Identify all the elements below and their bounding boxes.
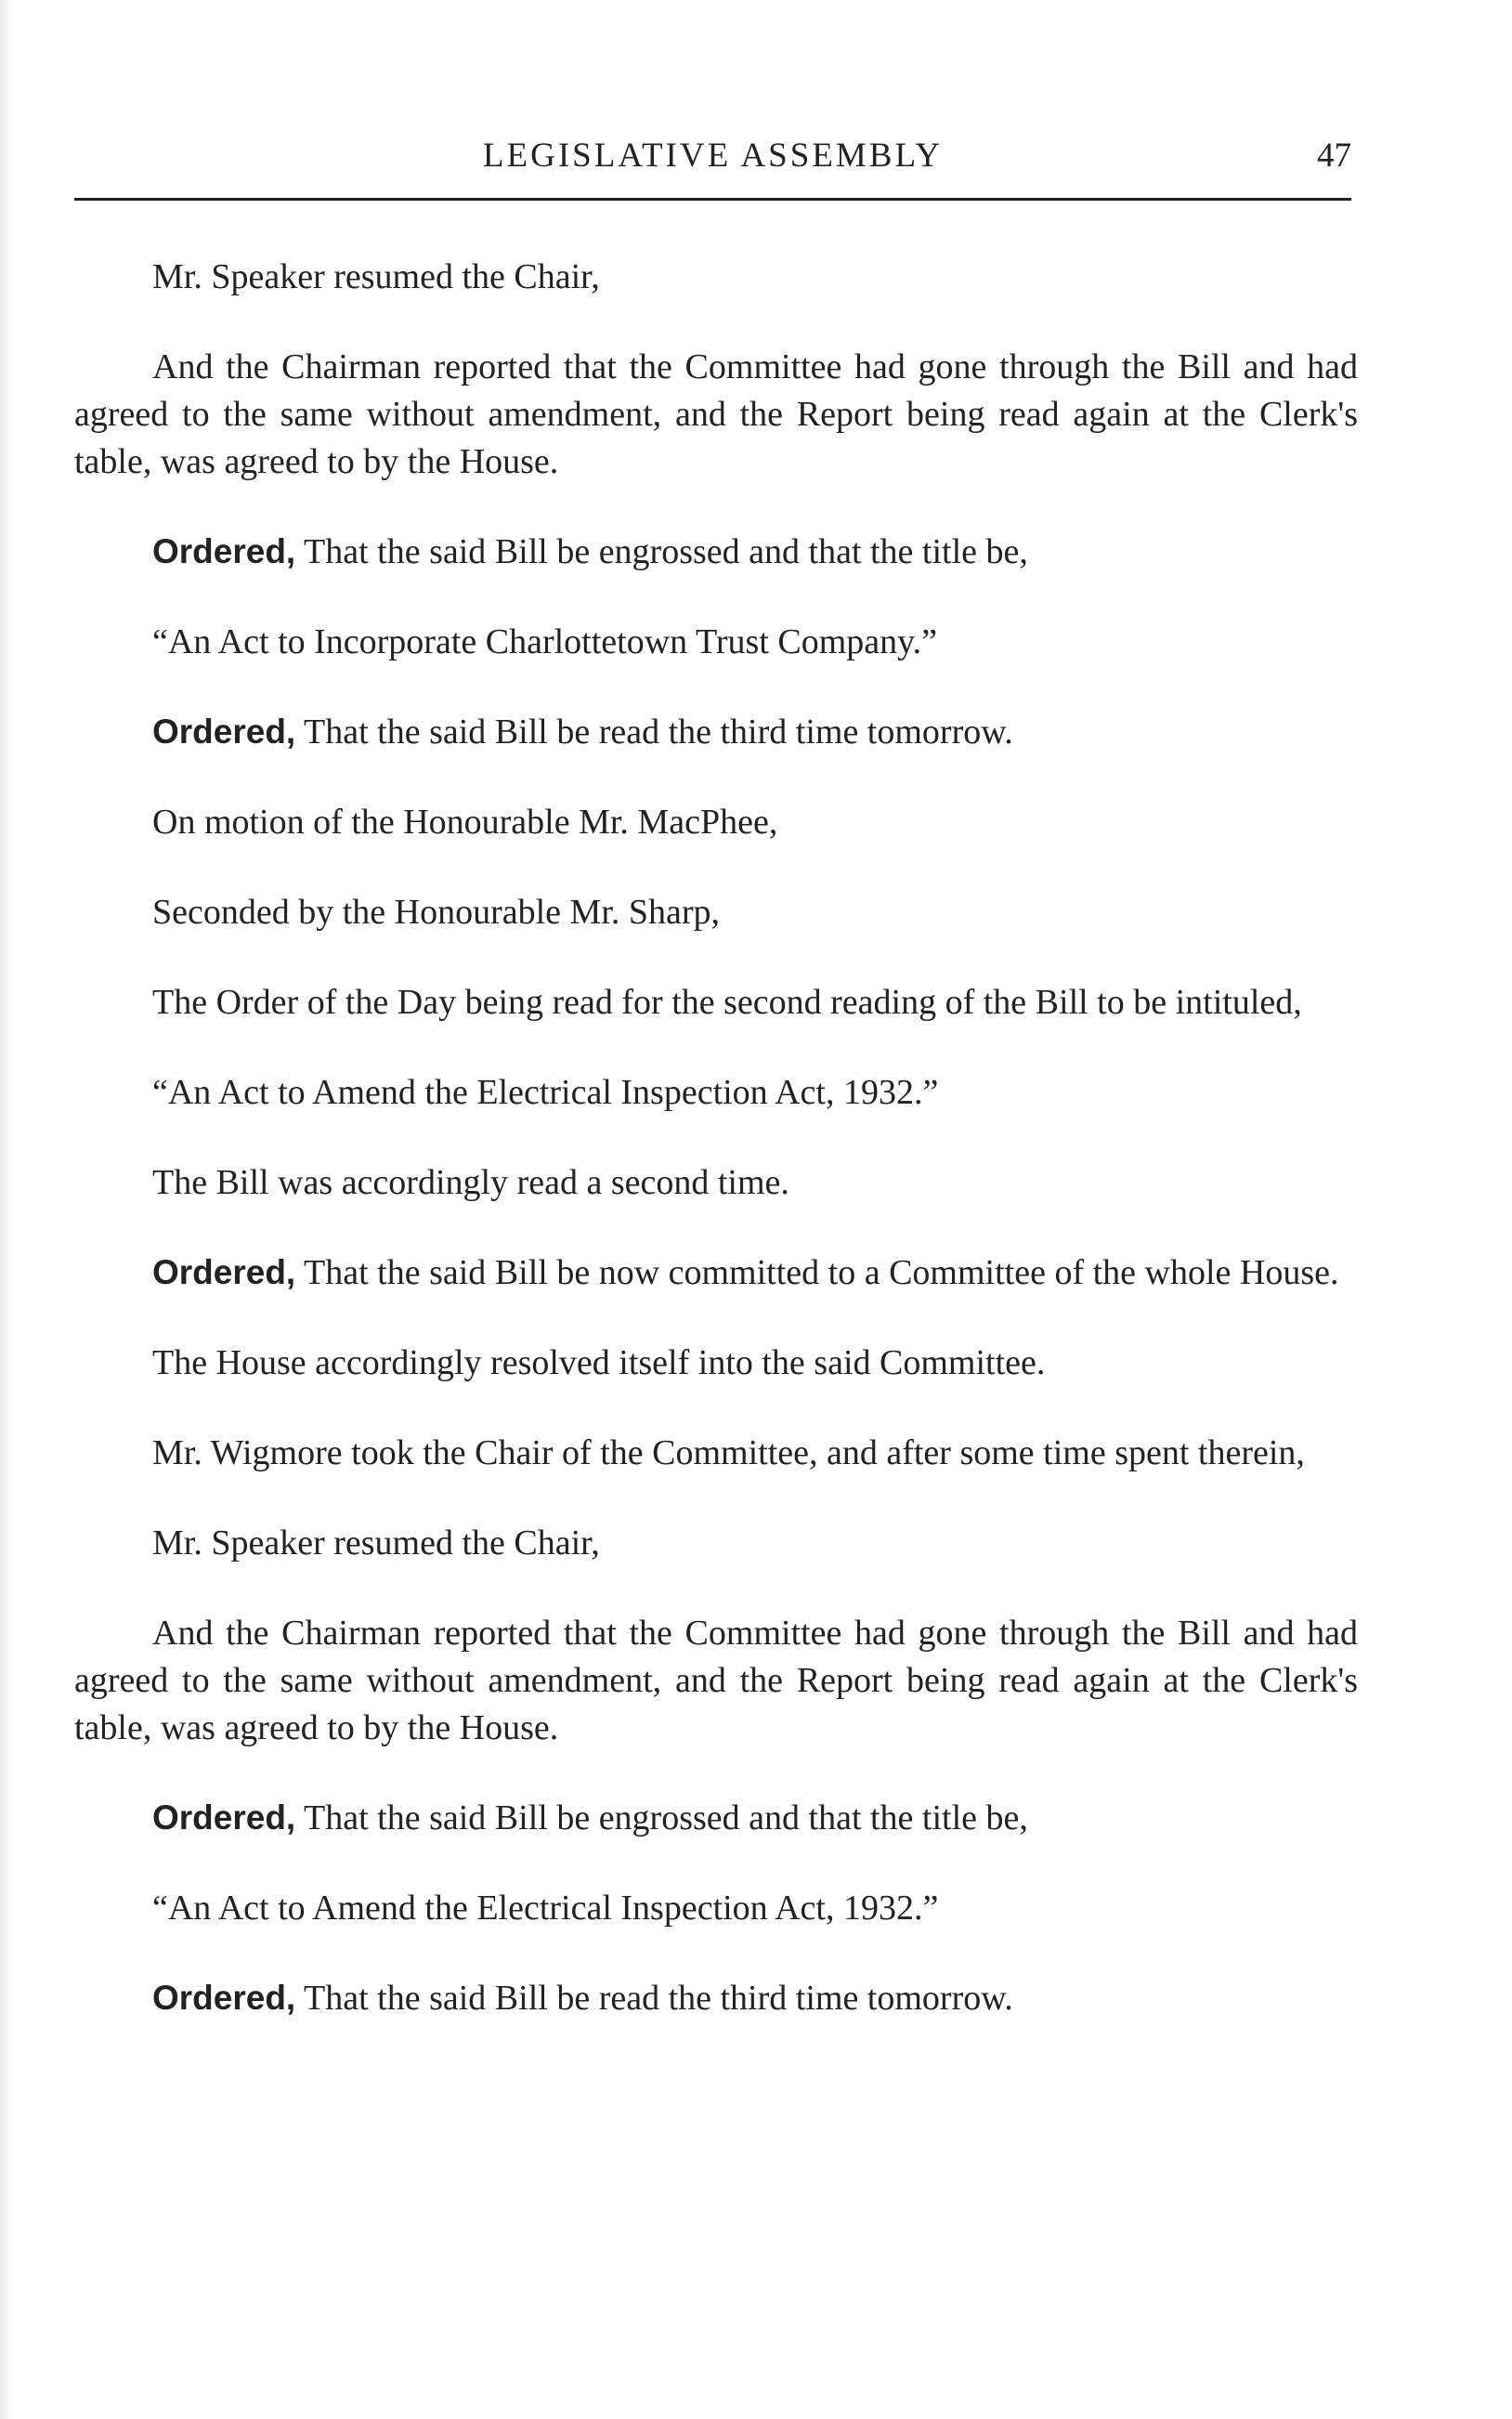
paragraph-text: Mr. Wigmore took the Chair of the Committee, and after some time spent therein,: [152, 1433, 1305, 1472]
paragraph: [74, 1429, 1358, 1477]
paragraph-text: And the Chairman reported that the Committee had gone through the Bill and had agreed to the same without amendment, and the Report being read again at the Clerk's table, was agreed to by the House.: [74, 1614, 1358, 1747]
paragraph: [74, 1794, 1358, 1842]
paragraph: [74, 528, 1358, 576]
paragraph-lead: Ordered,: [152, 1798, 296, 1837]
paragraph-lead: Ordered,: [152, 713, 296, 751]
paragraph: [74, 888, 1358, 936]
paragraph-text: That the said Bill be engrossed and that the title be,: [295, 532, 1028, 571]
page-number: 47: [1317, 137, 1351, 175]
paragraph: [74, 1158, 1358, 1207]
paragraph-text: The Bill was accordingly read a second time.: [152, 1163, 789, 1202]
running-header: [74, 137, 1351, 175]
paragraph: [74, 618, 1358, 666]
paragraph-text: And the Chairman reported that the Committee had gone through the Bill and had agreed to the same without amendment, and the Report being read again at the Clerk's table, was agreed to by the House.: [74, 347, 1358, 481]
paragraph-text: The House accordingly resolved itself into the said Committee.: [152, 1343, 1046, 1382]
paragraph-text: The Order of the Day being read for the second reading of the Bill to be intituled,: [152, 983, 1302, 1022]
paragraph: [74, 1519, 1358, 1567]
header-rule: [74, 198, 1351, 201]
paragraph: [74, 1068, 1358, 1117]
paragraph: [74, 798, 1358, 846]
paragraph: [74, 1609, 1358, 1752]
paragraph-text: Mr. Speaker resumed the Chair,: [152, 257, 600, 296]
paragraph-lead: Ordered,: [152, 1253, 296, 1291]
paragraph: [74, 708, 1358, 756]
paragraph: [74, 1884, 1358, 1932]
paragraph-text: “An Act to Amend the Electrical Inspection Act, 1932.”: [152, 1889, 939, 1928]
paragraph: [74, 1339, 1358, 1387]
paragraph-text: “An Act to Amend the Electrical Inspection Act, 1932.”: [152, 1073, 939, 1112]
paragraph-lead: Ordered,: [152, 1979, 296, 2017]
paragraph: [74, 343, 1358, 486]
paragraph-text: Mr. Speaker resumed the Chair,: [152, 1523, 600, 1563]
header-title: LEGISLATIVE ASSEMBLY: [482, 137, 944, 175]
paragraph-text: That the said Bill be now committed to a Committee of the whole House.: [295, 1253, 1339, 1292]
paragraph-text: That the said Bill be engrossed and that the title be,: [295, 1798, 1028, 1837]
paragraph-text: That the said Bill be read the third time tomorrow.: [295, 713, 1013, 752]
paragraph-text: That the said Bill be read the third time tomorrow.: [295, 1979, 1013, 2018]
page-spine-shadow: [0, 0, 13, 2419]
paragraph-lead: Ordered,: [152, 532, 296, 570]
paragraph: [74, 1974, 1358, 2022]
paragraph: [74, 978, 1358, 1026]
paragraph: [74, 1249, 1358, 1297]
paragraph-text: On motion of the Honourable Mr. MacPhee,: [152, 803, 778, 842]
paragraph-text: “An Act to Incorporate Charlottetown Trust Company.”: [152, 622, 938, 661]
document-body: [74, 253, 1358, 2064]
paragraph-text: Seconded by the Honourable Mr. Sharp,: [152, 893, 721, 932]
paragraph: [74, 253, 1358, 301]
